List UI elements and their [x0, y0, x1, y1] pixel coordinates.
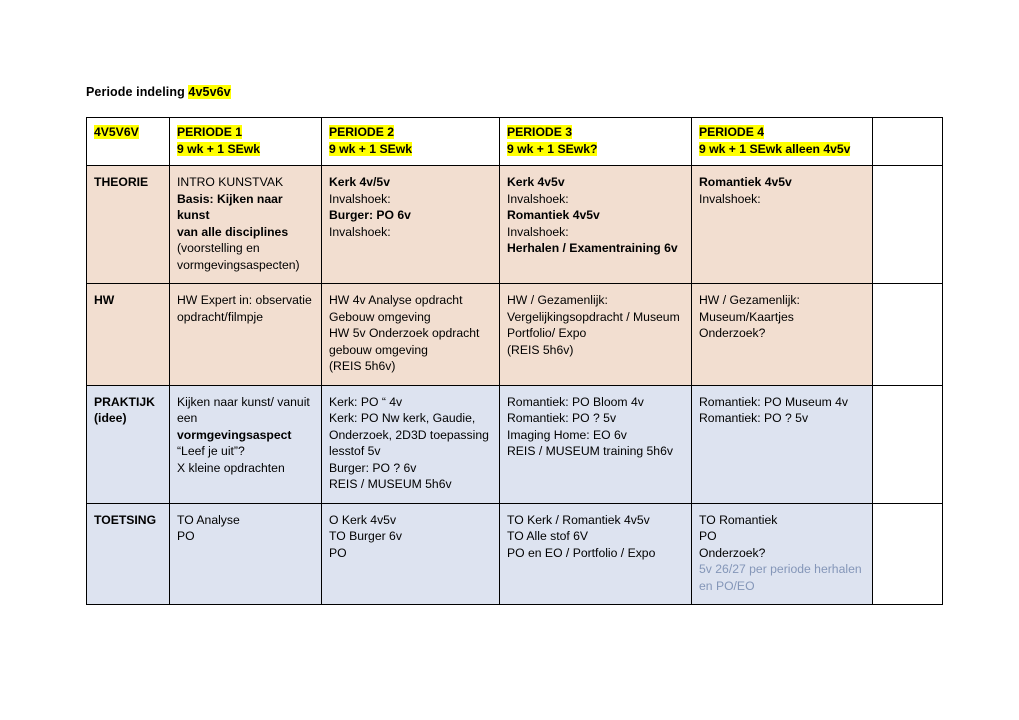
- cell-line: HW / Gezamenlijk:: [699, 293, 800, 307]
- cell-line: TO Alle stof 6V: [507, 529, 589, 543]
- cell-r0-c0: [170, 166, 322, 284]
- cell-line: Portfolio/ Expo: [507, 326, 587, 340]
- cell-line: TO Romantiek: [699, 512, 778, 527]
- header-cell-line: 9 wk + 1 SEwk: [329, 141, 412, 156]
- row-label-line: HW: [94, 293, 115, 307]
- cell-line: Imaging Home: EO 6v: [507, 427, 627, 442]
- cell-line: Invalshoek:: [699, 191, 761, 206]
- table-header-row: [87, 118, 943, 166]
- cell-line: Invalshoek:: [329, 224, 391, 239]
- cell-line: 5v 26/27 per periode herhalen: [699, 562, 862, 576]
- cell-line: (REIS 5h6v): [507, 342, 574, 357]
- cell-r0-c4: [873, 166, 943, 284]
- page-title: [86, 85, 231, 99]
- cell-r3-c3: [692, 503, 873, 605]
- row-label-line: (idee): [94, 411, 127, 425]
- cell-line: Basis: Kijken naar kunst: [177, 191, 283, 222]
- table-row: [87, 284, 943, 386]
- header-cell-line: PERIODE 3: [507, 125, 573, 139]
- cell-line: Romantiek: PO Bloom 4v: [507, 394, 644, 409]
- cell-line: PO: [699, 529, 717, 543]
- cell-line: O Kerk 4v5v: [329, 512, 397, 527]
- header-cell-3: [500, 118, 692, 166]
- cell-r3-c1: [322, 503, 500, 605]
- row-label-1: [87, 284, 170, 386]
- cell-line: Romantiek: PO Museum 4v: [699, 394, 849, 409]
- cell-line: HW 4v Analyse opdracht: [329, 293, 463, 307]
- header-cell-2: [322, 118, 500, 166]
- cell-line: REIS / MUSEUM training 5h6v: [507, 444, 673, 458]
- cell-line: Onderzoek?: [699, 545, 766, 560]
- header-cell-line: 9 wk + 1 SEwk: [177, 141, 260, 156]
- header-cell-line: 4V5V6V: [94, 125, 139, 139]
- cell-line: (REIS 5h6v): [329, 359, 396, 373]
- cell-r3-c4: [873, 503, 943, 605]
- cell-line: gebouw omgeving: [329, 342, 428, 357]
- cell-line: TO Kerk / Romantiek 4v5v: [507, 512, 650, 527]
- cell-r3-c2: [500, 503, 692, 605]
- header-cell-line: PERIODE 2: [329, 125, 395, 139]
- row-label-line: PRAKTIJK: [94, 394, 155, 409]
- cell-line: Kerk: PO “ 4v: [329, 394, 403, 409]
- cell-r3-c0: [170, 503, 322, 605]
- cell-line: opdracht/filmpje: [177, 309, 264, 324]
- cell-line: Romantiek 4v5v: [507, 208, 600, 222]
- row-label-line: THEORIE: [94, 175, 149, 189]
- header-cell-5: [873, 118, 943, 166]
- header-cell-1: [170, 118, 322, 166]
- header-cell-4: [692, 118, 873, 166]
- cell-line: Kerk: PO Nw kerk, Gaudie,: [329, 411, 476, 425]
- cell-line: PO: [177, 529, 195, 543]
- table-row: [87, 385, 943, 503]
- cell-line: van alle disciplines: [177, 224, 289, 239]
- page-title-highlight: 4v5v6v: [188, 85, 231, 99]
- cell-line: en PO/EO: [699, 578, 755, 593]
- cell-line: HW Expert in: observatie: [177, 293, 312, 307]
- cell-line: Romantiek 4v5v: [699, 175, 792, 189]
- cell-line: Onderzoek?: [699, 326, 766, 340]
- cell-r2-c4: [873, 385, 943, 503]
- cell-line: TO Burger 6v: [329, 529, 402, 543]
- cell-line: X kleine opdrachten: [177, 460, 285, 475]
- cell-line: Herhalen / Examentraining 6v: [507, 241, 678, 255]
- cell-r1-c2: [500, 284, 692, 386]
- cell-r2-c3: [692, 385, 873, 503]
- cell-line: Invalshoek:: [329, 191, 391, 206]
- cell-line: TO Analyse: [177, 512, 240, 527]
- row-label-3: [87, 503, 170, 605]
- header-cell-line: 9 wk + 1 SEwk alleen 4v5v: [699, 141, 851, 156]
- page-title-prefix: Periode indeling: [86, 85, 189, 99]
- cell-r0-c3: [692, 166, 873, 284]
- cell-r2-c1: [322, 385, 500, 503]
- cell-r1-c1: [322, 284, 500, 386]
- cell-r0-c1: [322, 166, 500, 284]
- cell-line: Kijken naar kunst/ vanuit: [177, 394, 310, 409]
- cell-line: Museum/Kaartjes: [699, 309, 794, 324]
- cell-r1-c0: [170, 284, 322, 386]
- cell-line: Burger: PO ? 6v: [329, 460, 417, 475]
- cell-line: HW / Gezamenlijk:: [507, 293, 608, 307]
- cell-r1-c4: [873, 284, 943, 386]
- cell-line: Onderzoek, 2D3D toepassing: [329, 427, 489, 442]
- cell-r2-c0: [170, 385, 322, 503]
- cell-line: REIS / MUSEUM 5h6v: [329, 477, 452, 491]
- header-cell-0: [87, 118, 170, 166]
- cell-line: “Leef je uit”?: [177, 444, 245, 458]
- table-row: [87, 166, 943, 284]
- row-label-0: [87, 166, 170, 284]
- cell-line: (voorstelling en: [177, 241, 260, 255]
- cell-line: PO en EO / Portfolio / Expo: [507, 545, 656, 560]
- cell-r0-c2: [500, 166, 692, 284]
- cell-line: Kerk 4v/5v: [329, 175, 390, 189]
- cell-line: lesstof 5v: [329, 444, 381, 458]
- cell-line: INTRO KUNSTVAK: [177, 175, 284, 189]
- row-label-line: TOETSING: [94, 512, 157, 527]
- cell-line: een vormgevingsaspect: [177, 411, 292, 442]
- cell-line: Invalshoek:: [507, 224, 569, 239]
- row-label-2: [87, 385, 170, 503]
- cell-line: Romantiek: PO ? 5v: [699, 411, 809, 425]
- cell-line: Invalshoek:: [507, 191, 569, 206]
- cell-line: Vergelijkingsopdracht / Museum: [507, 309, 680, 324]
- header-cell-line: 9 wk + 1 SEwk?: [507, 141, 598, 156]
- period-schedule-table: [86, 117, 943, 605]
- header-cell-line: PERIODE 4: [699, 125, 765, 139]
- cell-line: Burger: PO 6v: [329, 208, 411, 222]
- cell-line: Gebouw omgeving: [329, 309, 431, 324]
- cell-r2-c2: [500, 385, 692, 503]
- header-cell-line: PERIODE 1: [177, 125, 243, 139]
- cell-line: vormgevingsaspecten): [177, 257, 300, 272]
- cell-line: Romantiek: PO ? 5v: [507, 411, 617, 425]
- header-cell-line: [880, 124, 935, 141]
- cell-line: HW 5v Onderzoek opdracht: [329, 326, 480, 340]
- cell-line: Kerk 4v5v: [507, 175, 565, 189]
- cell-r1-c3: [692, 284, 873, 386]
- cell-line: PO: [329, 545, 347, 560]
- table-row: [87, 503, 943, 605]
